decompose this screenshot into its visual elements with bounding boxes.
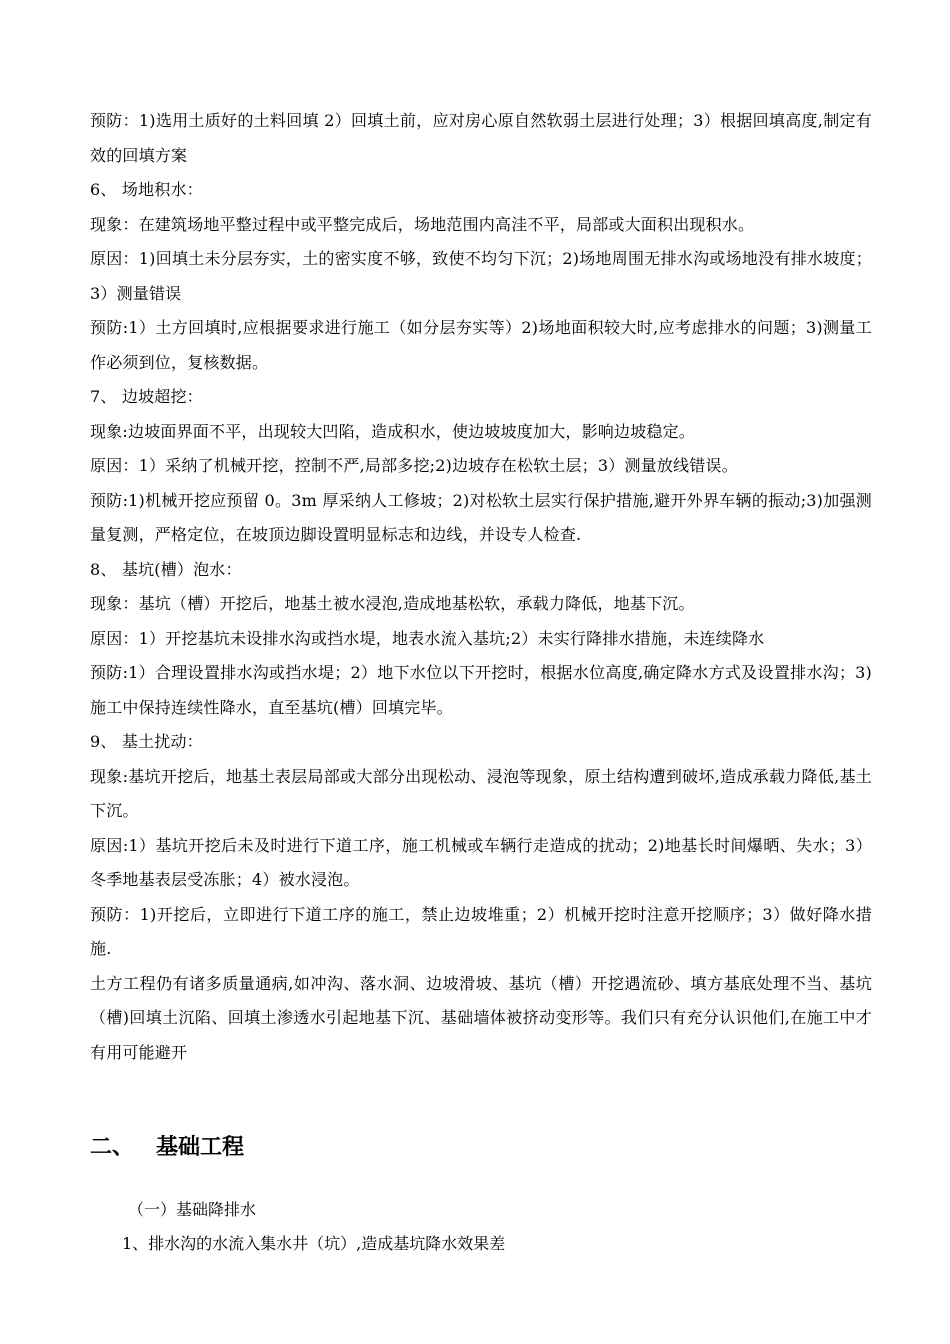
paragraph-fill-prevention: 预防：1)选用土质好的土料回填 2）回填土前，应对房心原自然软弱土层进行处理；3）根据回填高度,制定有效的回填方案: [90, 111, 872, 165]
paragraph-slope-prevention: 预防:1)机械开挖应预留 0。3m 厚采纳人工修坡；2)对松软土层实行保护措施,避开外界车辆的振动;3)加强测量复测，严格定位，在坡顶边脚设置明显标志和边线，并设专人检查.: [90, 490, 872, 544]
heading-slope-overexcavation: 7、 边坡超挖：: [90, 387, 203, 406]
section-title: 基础工程: [156, 1135, 245, 1160]
paragraph-slope-cause: 原因：1）采纳了机械开挖，控制不严,局部多挖;2)边坡存在松软土层；3）测量放线错误。: [90, 456, 738, 475]
paragraph-slope-phenomenon: 现象:边坡面界面不平，出现较大凹陷，造成积水，使边坡坡度加大，影响边坡稳定。: [90, 421, 695, 441]
heading-pit-flooding: 8、 基坑(槽）泡水：: [90, 559, 242, 579]
paragraph-disturbance-phenomenon: 现象:基坑开挖后，地基土表层局部或大部分出现松动、浸泡等现象，原土结构遭到破坏,造成承载力降低,基土下沉。: [90, 766, 872, 820]
heading-site-water: 6、 场地积水：: [90, 180, 203, 199]
paragraph-pit-phenomenon: 现象：基坑（槽）开挖后，地基土被水浸泡,造成地基松软，承载力降低，地基下沉。: [90, 594, 695, 613]
section-number: 二、: [90, 1135, 135, 1160]
body-text: [90, 104, 872, 1070]
paragraph-disturbance-prevention: 预防：1)开挖后，立即进行下道工序的施工，禁止边坡堆重；2）机械开挖时注意开挖顺序；3）做好降水措施.: [90, 904, 872, 958]
paragraph-pit-prevention: 预防:1）合理设置排水沟或挡水堤；2）地下水位以下开挖时，根据水位高度,确定降水方式及设置排水沟；3)施工中保持连续性降水，直至基坑(槽）回填完毕。: [90, 663, 872, 717]
subsection-heading: （一）基础降排水: [128, 1200, 257, 1219]
paragraph-site-water-prevention: 预防:1）土方回填时,应根据要求进行施工（如分层夯实等）2)场地面积较大时,应考虑排水的问题；3)测量工作必须到位，复核数据。: [90, 318, 872, 372]
paragraph-summary: 土方工程仍有诸多质量通病,如冲沟、落水洞、边坡滑坡、基坑（槽）开挖遇流砂、填方基底处理不当、基坑（槽)回填土沉陷、回填土渗透水引起地基下沉、基础墙体被挤动变形等。我们只有充分认识他们,在施工中才有用可能避开: [90, 973, 872, 1062]
paragraph-pit-cause: 原因：1）开挖基坑未设排水沟或挡水堤，地表水流入基坑;2）未实行降排水措施，未连续降水: [90, 628, 765, 648]
paragraph-site-water-phenomenon: 现象：在建筑场地平整过程中或平整完成后，场地范围内高洼不平，局部或大面积出现积水。: [90, 214, 755, 234]
paragraph-site-water-cause: 原因：1)回填土未分层夯实，土的密实度不够，致使不均匀下沉；2)场地周围无排水沟或场地没有排水坡度；3）测量错误: [90, 249, 872, 303]
heading-soil-disturbance: 9、 基土扰动：: [90, 732, 203, 751]
section-heading: [90, 1128, 244, 1168]
list-item: 1、排水沟的水流入集水井（坑）,造成基坑降水效果差: [122, 1234, 506, 1253]
paragraph-disturbance-cause: 原因:1）基坑开挖后未及时进行下道工序，施工机械或车辆行走造成的扰动；2)地基长时间爆晒、失水；3）冬季地基表层受冻胀；4）被水浸泡。: [90, 835, 872, 889]
